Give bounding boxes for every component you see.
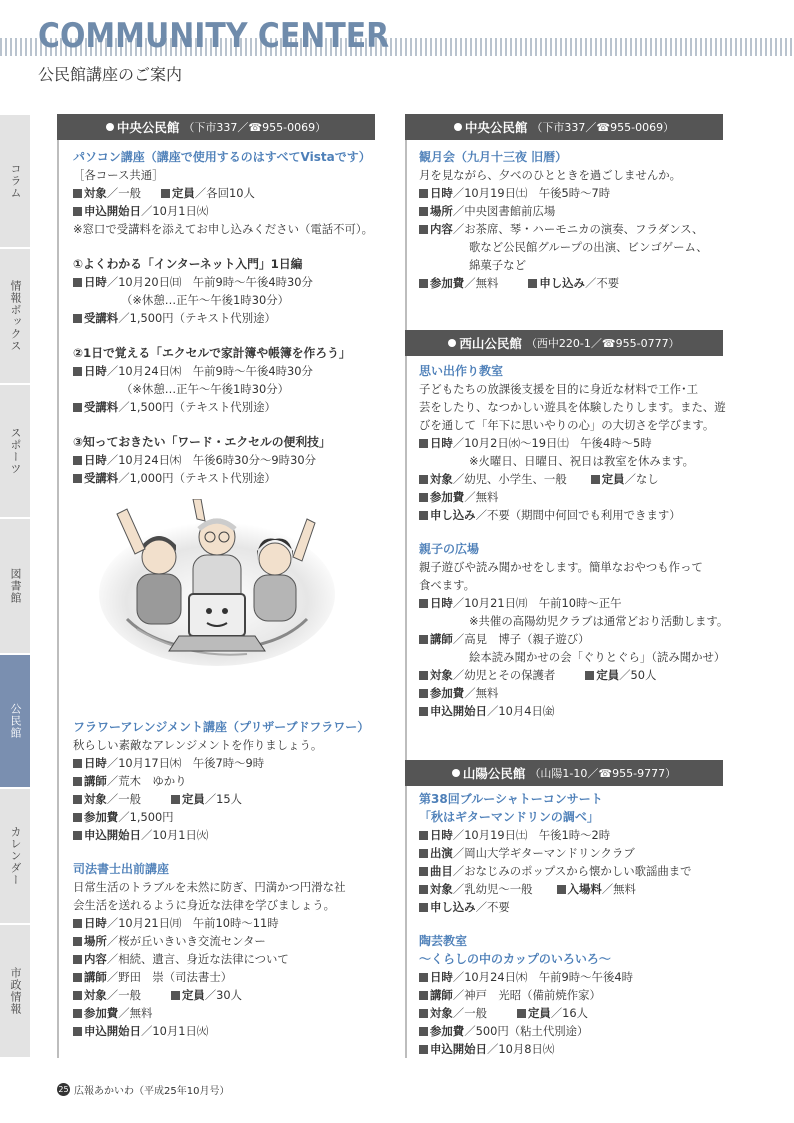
square-bullet <box>73 1027 82 1036</box>
square-bullet <box>419 991 428 1000</box>
square-bullet <box>73 207 82 216</box>
square-bullet <box>171 991 180 1000</box>
square-bullet <box>419 831 428 840</box>
square-bullet <box>419 1045 428 1054</box>
square-bullet <box>557 885 566 894</box>
square-bullet <box>73 955 82 964</box>
square-bullet <box>73 367 82 376</box>
section-subtitle: ～くらしの中のカップのいろいろ～ <box>419 952 611 966</box>
square-bullet <box>585 671 594 680</box>
section-subtitle: 「秋はギターマンドリンの調べ」 <box>419 810 599 824</box>
left-column <box>57 114 375 1058</box>
square-bullet <box>73 973 82 982</box>
square-bullet <box>419 511 428 520</box>
law-section: 司法書士出前講座 日常生活のトラブルを未然に防ぎ、円満かつ円滑な社 会生活を送れるように身近な法律を学びましょう。 日時／10月21日㈪ 午前10時～11時 場所／桜が丘いきいき交流センター 内容／相続、遺言、身近な法律について 講師／野田 崇（司法書士） 対象／一般 定員／30人 参加費／無料 申込開始日／10月1日㈫ <box>73 860 373 1040</box>
hall-header: 西山公民館 （西中220-1／☎955-0777） <box>405 330 723 356</box>
square-bullet <box>419 475 428 484</box>
square-bullet <box>171 795 180 804</box>
course-name: ①よくわかる「インターネット入門」1日編 <box>73 257 303 271</box>
section-title: 親子の広場 <box>419 542 480 556</box>
side-tab-info-box[interactable]: 情報ボックス <box>0 248 30 384</box>
moon-viewing-section: 観月会（九月十三夜 旧暦） 月を見ながら、夕べのひとときを過ごしませんか。 日時／10月19日㈯ 午後5時～7時 場所／中央図書館前広場 内容／お茶席、琴・ハーモニカの演奏、フラダンス、 歌など公民館グループの出演、ビンゴゲーム、 綿菓子など 参加費／無料 申し込み／不要 <box>419 148 719 292</box>
square-bullet <box>419 903 428 912</box>
people-with-laptop-illustration <box>97 499 337 674</box>
square-bullet <box>73 759 82 768</box>
square-bullet <box>419 885 428 894</box>
square-bullet <box>419 1009 428 1018</box>
pc-course-section: パソコン講座（講座で使用するのはすべてVistaです） ［各コース共通］ 対象／一般 定員／各回10人 申込開始日／10月1日㈫ ※窓口で受講料を添えてお申し込みください（電話不可）。 ①よくわかる「インターネット入門」1日編 日時／10月20日㈰ 午前9時～午後4時30分 （※休憩…正午～午後1時30分） 受講料／1,500円（テキスト代別途） ②1日で覚える「エクセルで家計簿や帳簿を作ろう」 日時／10月24日㈭ 午前9時～午後4時30分 （※休憩…正午～午後1時30分） 受講料／1,500円（テキスト代別途） ③知っておきたい「ワード・エクセルの便利技」 日時／10月24日㈭ 午後6時30分～9時30分 受講料／1,000円（テキスト代別途） <box>73 150 374 485</box>
footer-text: 広報あかいわ（平成25年10月号） <box>74 1086 230 1097</box>
square-bullet <box>419 599 428 608</box>
square-bullet <box>73 937 82 946</box>
side-tab-community-hall[interactable]: 公民館 <box>0 654 30 788</box>
page-number: 25 <box>58 1085 69 1094</box>
side-tab-city-info[interactable]: 市政情報 <box>0 924 30 1058</box>
bullet-icon <box>452 769 460 777</box>
concert-section: 第38回ブルーシャトーコンサート 「秋はギターマンドリンの調べ」 日時／10月19日㈯ 午後1時～2時 出演／岡山大学ギターマンドリンクラブ 曲目／おなじみのポップスから懐かしい歌謡曲まで 対象／乳幼児～一般 入場料／無料 申し込み／不要 <box>419 790 719 916</box>
square-bullet <box>419 189 428 198</box>
hall-header: 中央公民館 （下市337／☎955-0069） <box>57 114 375 140</box>
square-bullet <box>419 439 428 448</box>
square-bullet <box>591 475 600 484</box>
square-bullet <box>73 278 82 287</box>
section-title: 陶芸教室 <box>419 934 468 948</box>
square-bullet <box>73 456 82 465</box>
square-bullet <box>161 189 170 198</box>
square-bullet <box>73 831 82 840</box>
section-title: 第38回ブルーシャトーコンサート <box>419 792 603 806</box>
page-footer <box>57 1082 229 1097</box>
square-bullet <box>419 493 428 502</box>
section-title: 観月会（九月十三夜 旧暦） <box>419 150 568 164</box>
square-bullet <box>419 1027 428 1036</box>
side-tab-library[interactable]: 図書館 <box>0 518 30 654</box>
square-bullet <box>73 189 82 198</box>
square-bullet <box>528 279 537 288</box>
parent-child-section: 親子の広場 親子遊びや読み聞かせをします。簡単なおやつも作って 食べます。 日時／10月21日㈪ 午前10時～正午 ※共催の高陽幼児クラブは通常どおり活動します。 講師／高見 博子（親子遊び） 絵本読み聞かせの会「ぐりとぐら」（読み聞かせ） 対象／幼児とその保護者 定員／50人 参加費／無料 申込開始日／10月4日㈮ <box>419 542 729 718</box>
square-bullet <box>73 991 82 1000</box>
square-bullet <box>73 474 82 483</box>
square-bullet <box>73 777 82 786</box>
side-tab-sports[interactable]: スポーツ <box>0 384 30 518</box>
course-name: ②1日で覚える「エクセルで家計簿や帳簿を作ろう」 <box>73 346 351 360</box>
course-name: ③知っておきたい「ワード・エクセルの便利技」 <box>73 435 331 449</box>
page-subtitle: 公民館講座のご案内 <box>38 65 183 84</box>
square-bullet <box>73 813 82 822</box>
hall-header: 山陽公民館 （山陽1-10／☎955-9777） <box>405 760 723 786</box>
square-bullet <box>419 279 428 288</box>
square-bullet <box>419 671 428 680</box>
square-bullet <box>419 973 428 982</box>
square-bullet <box>517 1009 526 1018</box>
right-column <box>405 114 729 1058</box>
bullet-icon <box>106 123 114 131</box>
square-bullet <box>73 795 82 804</box>
square-bullet <box>73 919 82 928</box>
bullet-icon <box>454 123 462 131</box>
section-title: パソコン講座（講座で使用するのはすべてVistaです） <box>73 150 371 164</box>
square-bullet <box>419 849 428 858</box>
section-title: 思い出作り教室 <box>419 364 504 378</box>
square-bullet <box>73 314 82 323</box>
pottery-section: 陶芸教室 ～くらしの中のカップのいろいろ～ 日時／10月24日㈭ 午前9時～午後4時 講師／神戸 光昭（備前焼作家） 対象／一般 定員／16人 参加費／500円（粘土代別途） 申込開始日／10月8日㈫ <box>419 932 719 1058</box>
section-title: 司法書士出前講座 <box>73 862 170 876</box>
square-bullet <box>419 225 428 234</box>
memory-class-section: 思い出作り教室 子どもたちの放課後支援を目的に身近な材料で工作･工 芸をしたり、なつかしい遊具を体験したりします。また、遊 びを通して「年下に思いやりの心」の大切さを学びます。 日時／10月2日㈬～19日㈯ 午後4時～5時 ※火曜日、日曜日、祝日は教室を休みます。 対象／幼児、小学生、一般 定員／なし 参加費／無料 申し込み／不要（期間中何回でも利用できます） <box>419 364 726 522</box>
square-bullet <box>73 403 82 412</box>
side-tab-column[interactable]: コラム <box>0 114 30 248</box>
page-title: COMMUNITY CENTER <box>38 16 390 56</box>
section-title: フラワーアレンジメント講座（プリザーブドフラワー） <box>73 720 370 734</box>
hall-header: 中央公民館 （下市337／☎955-0069） <box>405 114 723 140</box>
square-bullet <box>419 689 428 698</box>
square-bullet <box>419 635 428 644</box>
square-bullet <box>419 207 428 216</box>
side-tab-calendar[interactable]: カレンダー <box>0 788 30 924</box>
square-bullet <box>73 1009 82 1018</box>
square-bullet <box>419 707 428 716</box>
square-bullet <box>419 867 428 876</box>
flower-section: フラワーアレンジメント講座（プリザーブドフラワー） 秋らしい素敵なアレンジメントを作りましょう。 日時／10月17日㈭ 午後7時～9時 講師／荒木 ゆかり 対象／一般 定員／15人 参加費／1,500円 申込開始日／10月1日㈫ <box>73 718 373 844</box>
bullet-icon <box>448 339 456 347</box>
